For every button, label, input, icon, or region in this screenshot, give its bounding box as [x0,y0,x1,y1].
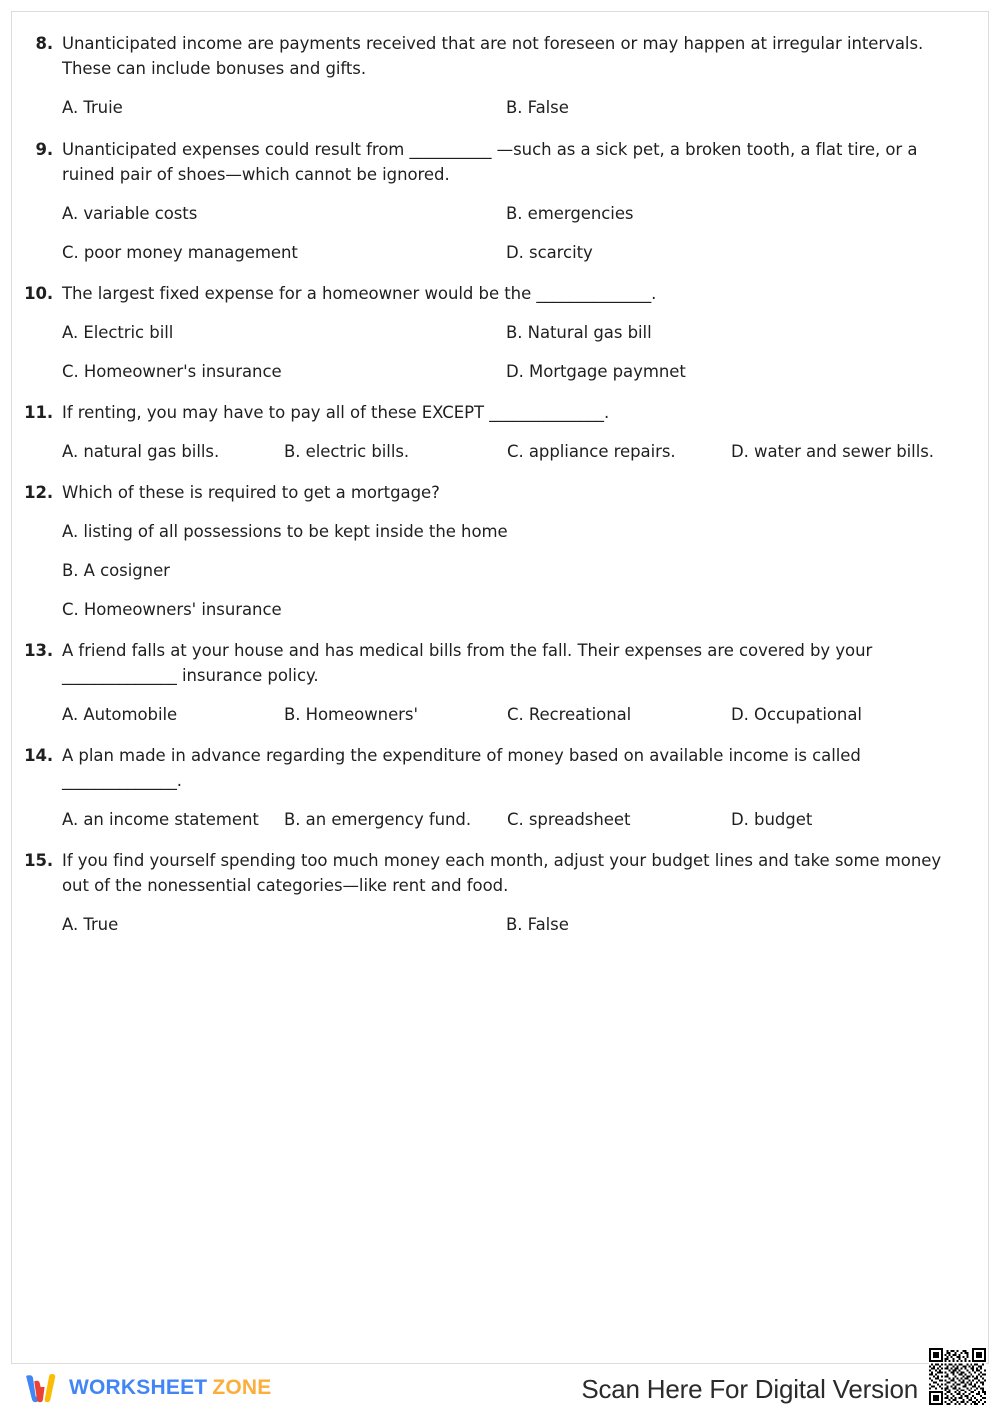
option-a[interactable]: A. listing of all possessions to be kept inside the home [62,522,508,541]
question-text: If renting, you may have to pay all of these EXCEPT ______________. [62,403,610,422]
worksheet-zone-logo-icon [22,1369,60,1407]
question-item [18,137,953,265]
brand-wordmark [69,1376,271,1400]
option-c[interactable]: C. poor money management [62,243,298,262]
question-body [62,743,953,832]
question-text: The largest fixed expense for a homeowner would be the ______________. [62,284,657,303]
brand-zone-text: ZONE [212,1376,272,1399]
question-item [18,281,953,384]
question-number: 10. [24,284,53,303]
question-number: 8. [35,34,53,53]
option-row [62,597,953,622]
question-text: If you find yourself spending too much money each month, adjust your budget lines and take some money out of the nonessential categories—like rent and food. [62,851,942,895]
option-b[interactable]: B. Natural gas bill [506,323,652,342]
option-c[interactable]: C. spreadsheet [507,810,631,829]
question-item [18,638,953,727]
option-d[interactable]: D. water and sewer bills. [731,442,934,461]
option-row [62,320,953,345]
option-row [62,240,953,265]
option-b[interactable]: B. False [506,915,569,934]
question-body [62,848,953,937]
option-row [62,201,953,226]
qr-code-icon[interactable] [929,1348,986,1405]
question-item [18,400,953,464]
question-text: Unanticipated income are payments received that are not foreseen or may happen at irregular intervals. These can include bonuses and gifts. [62,34,924,78]
scan-here-label: Scan Here For Digital Version [581,1374,918,1404]
question-number: 13. [24,641,53,660]
option-row [62,558,953,583]
question-item [18,848,953,937]
option-row [62,912,953,937]
option-a[interactable]: A. variable costs [62,204,198,223]
question-number: 9. [35,140,53,159]
question-text: A plan made in advance regarding the expenditure of money based on available income is called ______________. [62,746,861,790]
option-row [62,702,953,727]
option-row [62,519,953,544]
option-row [62,359,953,384]
option-c[interactable]: C. appliance repairs. [507,442,676,461]
question-body [62,400,953,464]
option-row [62,439,953,464]
question-body [62,480,953,622]
option-d[interactable]: D. Mortgage paymnet [506,362,686,381]
question-body [62,31,953,120]
question-text: Which of these is required to get a mortgage? [62,483,440,502]
question-item [18,31,953,120]
option-b[interactable]: B. A cosigner [62,561,170,580]
option-b[interactable]: B. an emergency fund. [284,810,472,829]
question-number: 14. [24,746,53,765]
option-a[interactable]: A. Automobile [62,705,178,724]
option-d[interactable]: D. budget [731,810,813,829]
option-row [62,807,953,832]
option-a[interactable]: A. True [62,915,119,934]
worksheet-zone-logo[interactable] [22,1369,271,1407]
option-a[interactable]: A. natural gas bills. [62,442,220,461]
question-number: 11. [24,403,53,422]
brand-worksheet-text: WORKSHEET [69,1376,208,1399]
option-row [62,95,953,120]
question-body [62,281,953,384]
option-d[interactable]: D. scarcity [506,243,593,262]
option-a[interactable]: A. an income statement [62,810,259,829]
option-c[interactable]: C. Homeowners' insurance [62,600,282,619]
question-body [62,137,953,265]
worksheet-page [11,11,989,1364]
option-a[interactable]: A. Truie [62,98,123,117]
page-footer [0,1368,1000,1414]
question-number: 12. [24,483,53,502]
question-body [62,638,953,727]
option-c[interactable]: C. Recreational [507,705,632,724]
question-number: 15. [24,851,53,870]
option-b[interactable]: B. False [506,98,569,117]
question-text: Unanticipated expenses could result from __________ —such as a sick pet, a broken tooth, a flat tire, or a ruined pair of shoes—which cannot be ignored. [62,140,918,184]
option-a[interactable]: A. Electric bill [62,323,174,342]
question-item [18,480,953,622]
option-b[interactable]: B. electric bills. [284,442,410,461]
option-c[interactable]: C. Homeowner's insurance [62,362,282,381]
question-item [18,743,953,832]
option-b[interactable]: B. emergencies [506,204,634,223]
option-d[interactable]: D. Occupational [731,705,862,724]
question-text: A friend falls at your house and has medical bills from the fall. Their expenses are covered by your ______________ insurance policy. [62,641,873,685]
option-b[interactable]: B. Homeowners' [284,705,418,724]
